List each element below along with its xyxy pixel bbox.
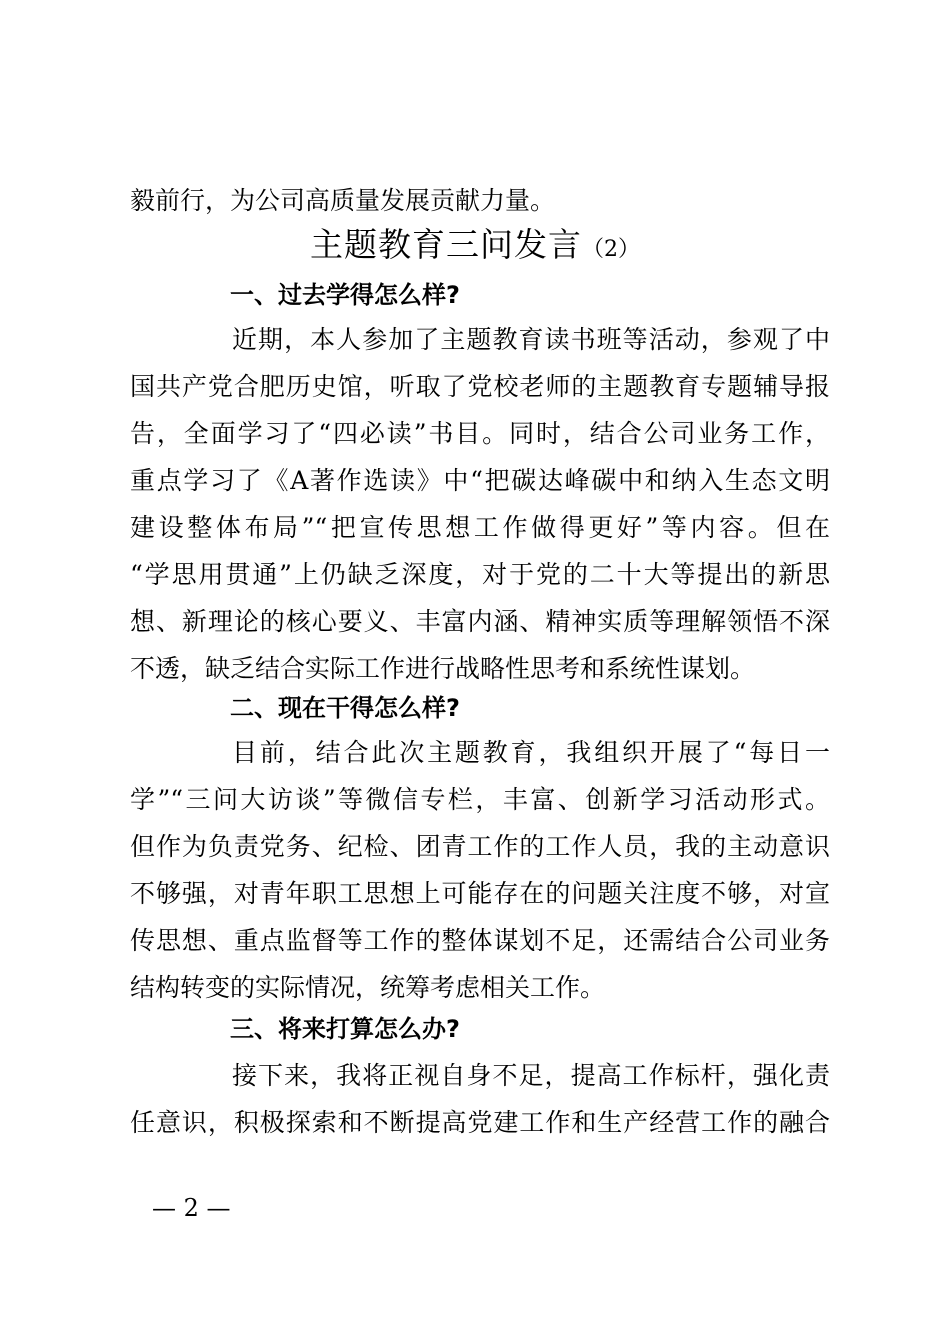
title-text: 主题教育三问发言	[310, 225, 582, 264]
previous-paragraph-tail: 毅前行，为公司高质量发展贡献力量。	[130, 186, 556, 215]
section-1-line-2: 国共产党合肥历史馆，听取了党校老师的主题教育专题辅导报	[130, 372, 830, 401]
section-2-line-5: 传思想、重点监督等工作的整体谋划不足，还需结合公司业务	[130, 926, 830, 955]
section-heading-2: 二、现在干得怎么样?	[230, 694, 460, 722]
section-1-line-4: 重点学习了《A著作选读》中“把碳达峰碳中和纳入生态文明	[130, 466, 830, 495]
section-2-line-4: 不够强，对青年职工思想上可能存在的问题关注度不够，对宣	[130, 879, 830, 908]
section-1-line-8: 不透，缺乏结合实际工作进行战略性思考和系统性谋划。	[130, 654, 756, 683]
section-heading-3: 三、将来打算怎么办?	[230, 1015, 460, 1043]
title-number: （2）	[582, 237, 640, 262]
section-3-line-2: 任意识，积极探索和不断提高党建工作和生产经营工作的融合	[130, 1108, 830, 1137]
section-1-line-1: 近期，本人参加了主题教育读书班等活动，参观了中	[232, 325, 830, 354]
section-heading-1: 一、过去学得怎么样?	[230, 281, 460, 309]
section-2-line-2: 学”“三问大访谈”等微信专栏，丰富、创新学习活动形式。	[130, 785, 830, 814]
document-title	[0, 222, 950, 273]
section-1-line-6: “学思用贯通”上仍缺乏深度，对于党的二十大等提出的新思	[130, 560, 830, 589]
section-2-line-6: 结构转变的实际情况，统筹考虑相关工作。	[130, 973, 606, 1002]
section-1-line-5: 建设整体布局”“把宣传思想工作做得更好”等内容。但在	[130, 513, 830, 542]
section-1-line-3: 告，全面学习了“四必读”书目。同时，结合公司业务工作，	[130, 419, 830, 448]
section-2-line-1: 目前，结合此次主题教育，我组织开展了“每日一	[232, 738, 830, 767]
section-1-line-7: 想、新理论的核心要义、丰富内涵、精神实质等理解领悟不深	[130, 607, 830, 636]
section-2-line-3: 但作为负责党务、纪检、团青工作的工作人员，我的主动意识	[130, 832, 830, 861]
section-3-line-1: 接下来，我将正视自身不足，提高工作标杆，强化责	[232, 1061, 830, 1090]
page-number: — 2 —	[152, 1194, 231, 1222]
